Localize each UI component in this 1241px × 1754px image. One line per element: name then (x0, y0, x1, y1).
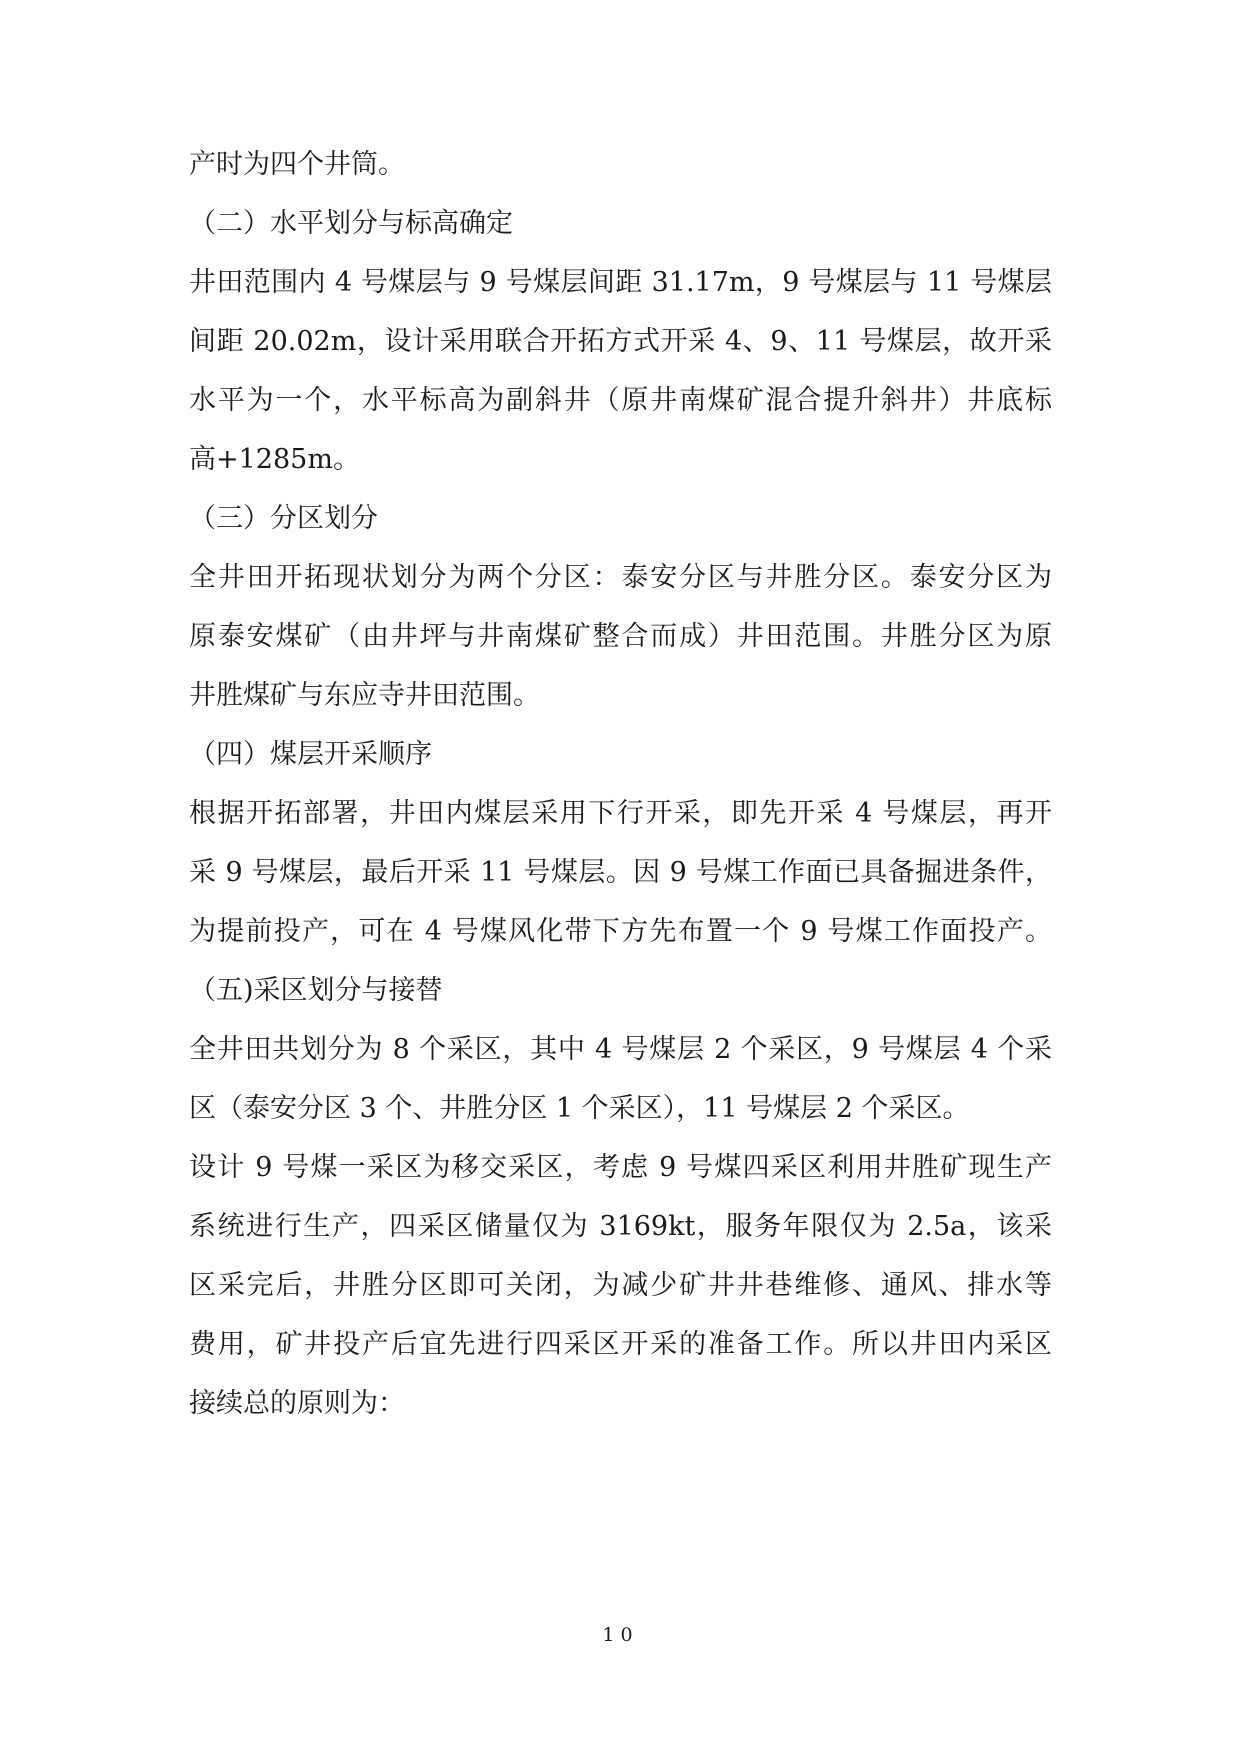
text-line: 高+1285m。 (189, 444, 360, 475)
text-line: 区采完后，井胜分区即可关闭，为减少矿井井巷维修、通风、排水等 (189, 1270, 1052, 1301)
section-heading: （二）水平划分与标高确定 (189, 208, 513, 239)
text-line: 接续总的原则为： (189, 1388, 405, 1419)
text-line: 根据开拓部署，井田内煤层采用下行开采，即先开采 4 号煤层，再开 (189, 798, 1052, 829)
section-heading: （三）分区划分 (189, 503, 378, 534)
text-line: 全井田共划分为 8 个采区，其中 4 号煤层 2 个采区，9 号煤层 4 个采 (189, 1034, 1052, 1065)
text-line: 区（泰安分区 3 个、井胜分区 1 个采区），11 号煤层 2 个采区。 (189, 1093, 970, 1124)
text-line: 产时为四个井筒。 (189, 149, 405, 180)
page-number: 10 (602, 1624, 639, 1646)
text-line: 全井田开拓现状划分为两个分区：泰安分区与井胜分区。泰安分区为 (189, 562, 1052, 593)
text-line: 系统进行生产，四采区储量仅为 3169kt，服务年限仅为 2.5a，该采 (189, 1211, 1052, 1242)
text-line: 原泰安煤矿（由井坪与井南煤矿整合而成）井田范围。井胜分区为原 (189, 621, 1052, 652)
text-line: 为提前投产，可在 4 号煤风化带下方先布置一个 9 号煤工作面投产。 (189, 916, 1052, 947)
text-line: 井田范围内 4 号煤层与 9 号煤层间距 31.17m，9 号煤层与 11 号煤层 (189, 267, 1052, 298)
text-line: 水平为一个，水平标高为副斜井（原井南煤矿混合提升斜井）井底标 (189, 385, 1052, 416)
text-line: 采 9 号煤层，最后开采 11 号煤层。因 9 号煤工作面已具备掘进条件， (189, 857, 1052, 888)
text-line: 设计 9 号煤一采区为移交采区，考虑 9 号煤四采区利用井胜矿现生产 (189, 1152, 1052, 1183)
section-heading: （四）煤层开采顺序 (189, 739, 432, 770)
section-heading: （五)采区划分与接替 (189, 975, 443, 1006)
text-line: 费用，矿井投产后宜先进行四采区开采的准备工作。所以井田内采区 (189, 1329, 1052, 1360)
text-line: 间距 20.02m，设计采用联合开拓方式开采 4、9、11 号煤层，故开采 (189, 326, 1052, 357)
text-line: 井胜煤矿与东应寺井田范围。 (189, 680, 540, 711)
